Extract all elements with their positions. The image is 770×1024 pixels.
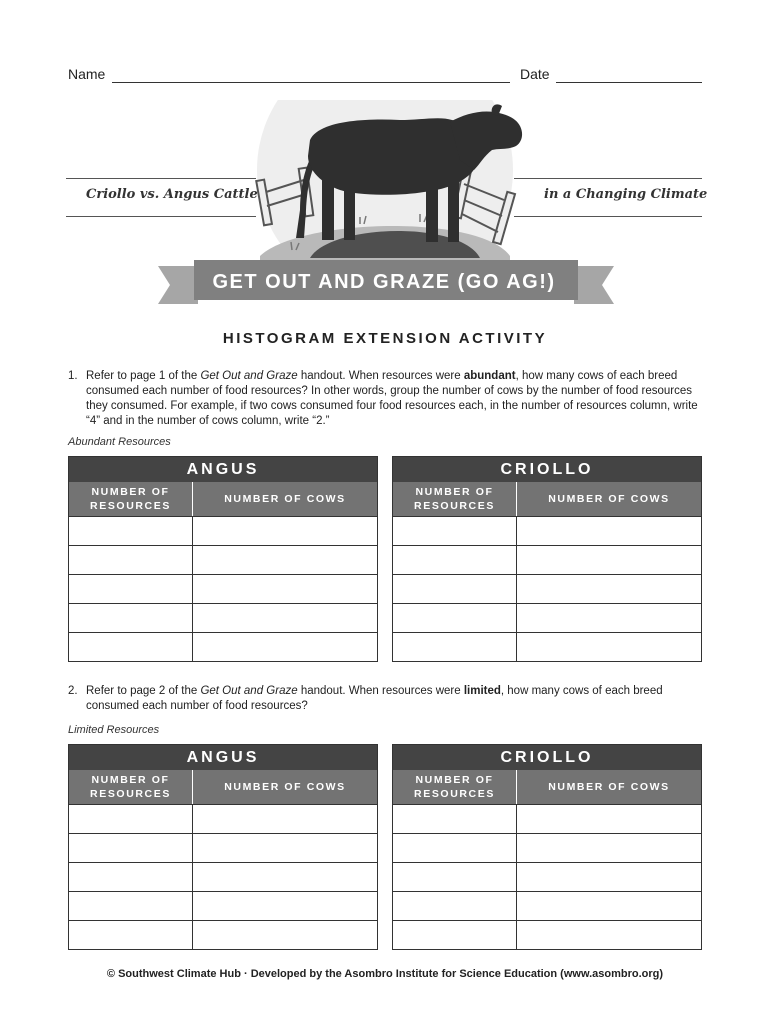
table-limited-criollo: [392, 744, 702, 950]
name-label: Name: [68, 66, 106, 82]
table-row: [393, 545, 701, 574]
cows-cell[interactable]: [193, 546, 377, 574]
subtitle-right-line-top: [514, 178, 702, 179]
resources-cell[interactable]: [69, 633, 193, 661]
table-row: [69, 574, 377, 603]
resources-cell[interactable]: [69, 805, 193, 833]
footer-credit: © Southwest Climate Hub · Developed by the Asombro Institute for Science Education (www.asombro.org): [106, 968, 664, 980]
table-row: [69, 545, 377, 574]
column-header-resources: NUMBER OF RESOURCES: [393, 482, 517, 516]
subtitle-left: Criollo vs. Angus Cattle: [86, 187, 258, 202]
resources-cell[interactable]: [393, 863, 517, 891]
table-row: [393, 833, 701, 862]
question-2: [68, 684, 708, 714]
column-header-cows: NUMBER OF COWS: [548, 493, 670, 505]
table-column-headers: [393, 770, 701, 804]
table-limited-angus: [68, 744, 378, 950]
table-row: [393, 516, 701, 545]
cows-cell[interactable]: [193, 892, 377, 920]
caption-limited: Limited Resources: [68, 724, 160, 736]
table-row: [69, 833, 377, 862]
cows-cell[interactable]: [193, 517, 377, 545]
q2-handout: Get Out and Graze: [200, 685, 298, 697]
cows-cell[interactable]: [517, 604, 701, 632]
subtitle-left-line-top: [66, 178, 256, 179]
subtitle-right-line-bottom: [514, 216, 702, 217]
table-row: [69, 891, 377, 920]
table-row: [393, 574, 701, 603]
resources-cell[interactable]: [393, 892, 517, 920]
q1-pre: Refer to page 1 of the: [86, 370, 201, 382]
table-row: [393, 804, 701, 833]
cows-cell[interactable]: [193, 575, 377, 603]
resources-cell[interactable]: [393, 517, 517, 545]
q1-handout: Get Out and Graze: [200, 370, 298, 382]
resources-cell[interactable]: [69, 863, 193, 891]
page-title: HISTOGRAM EXTENSION ACTIVITY: [222, 330, 548, 347]
table-title: CRIOLLO: [393, 457, 701, 482]
question-2-text: [86, 684, 708, 714]
question-2-number: 2.: [68, 685, 78, 697]
resources-cell[interactable]: [393, 575, 517, 603]
table-row: [69, 632, 377, 661]
column-header-resources: NUMBER OF RESOURCES: [393, 770, 517, 804]
q1-emph: abundant: [463, 370, 516, 382]
cows-cell[interactable]: [517, 892, 701, 920]
column-header-resources: NUMBER OF RESOURCES: [69, 482, 193, 516]
table-column-headers: [393, 482, 701, 516]
cows-cell[interactable]: [193, 834, 377, 862]
column-header-cows: NUMBER OF COWS: [548, 781, 670, 793]
cows-cell[interactable]: [193, 921, 377, 949]
table-row: [393, 632, 701, 661]
column-header-cows: NUMBER OF COWS: [224, 781, 346, 793]
table-title: ANGUS: [69, 745, 377, 770]
table-column-headers: [69, 482, 377, 516]
cows-cell[interactable]: [517, 546, 701, 574]
cows-cell[interactable]: [517, 517, 701, 545]
q1-post: , how many cows of each breed consumed each number of food resources? In other words, group the number of cows by the number of food resources they consumed. For example, if two cows consumed four food resources each, in the number of resources column, write “4” and in the number of cows column, write “2.”: [86, 370, 698, 427]
table-title: ANGUS: [69, 457, 377, 482]
table-row: [393, 862, 701, 891]
resources-cell[interactable]: [69, 834, 193, 862]
resources-cell[interactable]: [393, 921, 517, 949]
name-date-row: [68, 66, 704, 86]
resources-cell[interactable]: [393, 604, 517, 632]
table-row: [69, 862, 377, 891]
cows-cell[interactable]: [193, 863, 377, 891]
cows-cell[interactable]: [517, 805, 701, 833]
cows-cell[interactable]: [517, 575, 701, 603]
resources-cell[interactable]: [393, 633, 517, 661]
resources-cell[interactable]: [69, 575, 193, 603]
cows-cell[interactable]: [517, 863, 701, 891]
question-1-number: 1.: [68, 370, 78, 382]
subtitle-right: in a Changing Climate: [544, 187, 708, 202]
column-header-resources: NUMBER OF RESOURCES: [69, 770, 193, 804]
caption-abundant: Abundant Resources: [68, 436, 171, 448]
cows-cell[interactable]: [517, 633, 701, 661]
resources-cell[interactable]: [69, 517, 193, 545]
cows-cell[interactable]: [517, 921, 701, 949]
q1-mid: handout. When resources were: [297, 370, 464, 382]
resources-cell[interactable]: [393, 805, 517, 833]
resources-cell[interactable]: [69, 892, 193, 920]
q2-post: , how many cows of each breed consumed each number of food resources?: [86, 685, 663, 712]
cows-cell[interactable]: [193, 805, 377, 833]
table-row: [393, 891, 701, 920]
table-row: [69, 920, 377, 949]
q2-pre: Refer to page 2 of the: [86, 685, 201, 697]
table-row: [69, 603, 377, 632]
cows-cell[interactable]: [193, 604, 377, 632]
resources-cell[interactable]: [69, 604, 193, 632]
table-row: [69, 804, 377, 833]
cows-cell[interactable]: [517, 834, 701, 862]
resources-cell[interactable]: [69, 546, 193, 574]
cows-cell[interactable]: [193, 633, 377, 661]
table-column-headers: [69, 770, 377, 804]
q2-mid: handout. When resources were: [297, 685, 464, 697]
table-row: [393, 920, 701, 949]
question-1-text: [86, 369, 708, 429]
resources-cell[interactable]: [393, 834, 517, 862]
table-row: [69, 516, 377, 545]
date-label: Date: [520, 66, 550, 82]
table-title: CRIOLLO: [393, 745, 701, 770]
table-abundant-angus: [68, 456, 378, 662]
question-1: [68, 369, 708, 429]
column-header-cows: NUMBER OF COWS: [224, 493, 346, 505]
resources-cell[interactable]: [69, 921, 193, 949]
q2-emph: limited: [463, 685, 501, 697]
table-row: [393, 603, 701, 632]
banner-title: GET OUT AND GRAZE (GO AG!): [212, 271, 556, 293]
table-abundant-criollo: [392, 456, 702, 662]
subtitle-left-line-bottom: [66, 216, 256, 217]
date-field[interactable]: [556, 82, 702, 83]
resources-cell[interactable]: [393, 546, 517, 574]
name-field[interactable]: [112, 82, 510, 83]
